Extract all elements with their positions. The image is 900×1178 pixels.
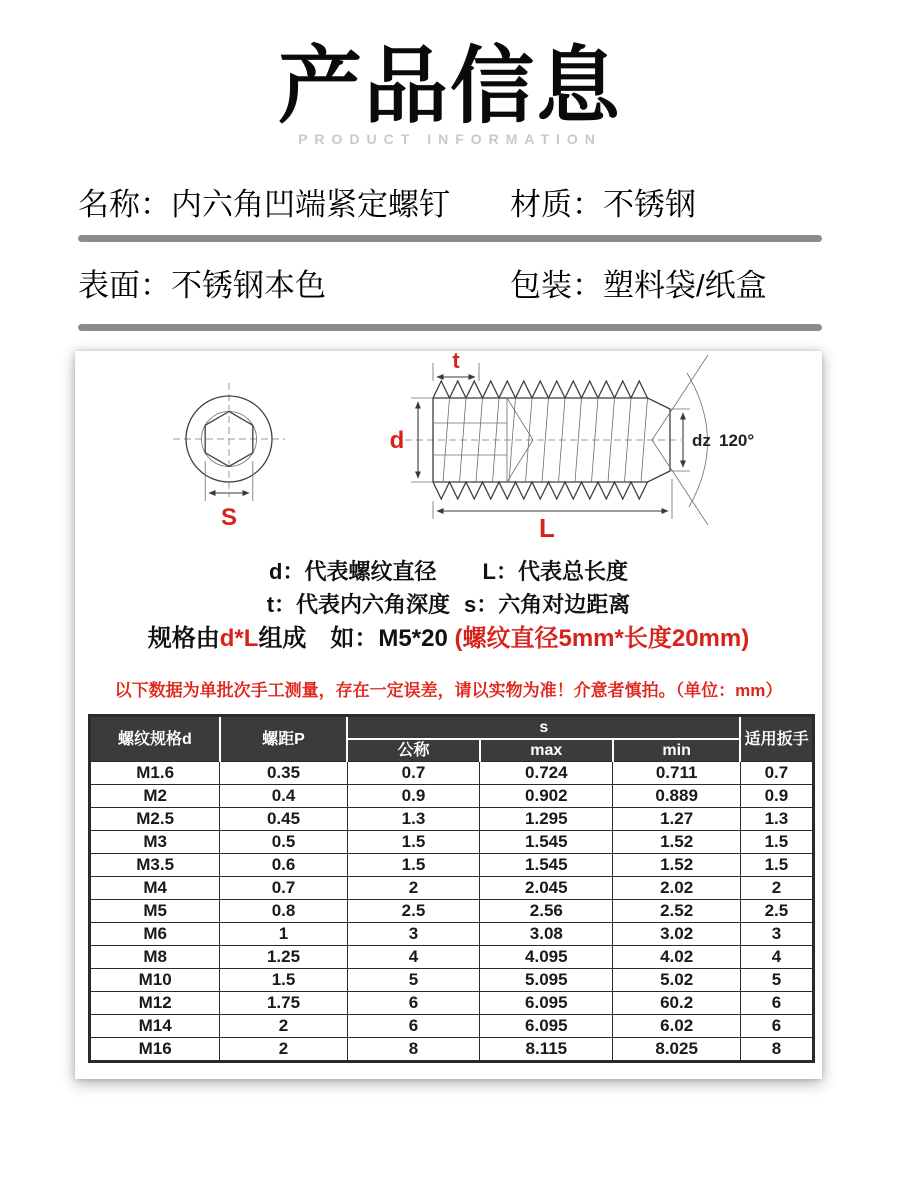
table-cell: 0.35	[220, 762, 347, 785]
legend-line-1	[75, 555, 822, 588]
table-cell: 0.9	[740, 785, 813, 808]
table-row	[90, 1038, 814, 1062]
table-cell: 6	[740, 992, 813, 1015]
dim-label-L: L	[539, 513, 555, 543]
table-cell: 2.5	[740, 900, 813, 923]
table-body	[90, 762, 814, 1062]
format-red-dl: d*L	[219, 625, 259, 652]
table-cell: 6.095	[480, 992, 613, 1015]
table-cell: M4	[90, 877, 220, 900]
table-cell: 3	[740, 923, 813, 946]
table-cell: M10	[90, 969, 220, 992]
table-cell: 1.52	[613, 854, 740, 877]
col-header-s-group: s	[347, 716, 740, 740]
table-cell: M12	[90, 992, 220, 1015]
table-cell: 3.08	[480, 923, 613, 946]
table-cell: 3	[347, 923, 479, 946]
dim-label-t: t	[452, 351, 460, 373]
legend-L: L：代表总长度	[482, 559, 628, 584]
table-cell: 1.295	[480, 808, 613, 831]
dim-label-d: d	[389, 427, 405, 454]
table-row	[90, 969, 814, 992]
table-cell: 5.02	[613, 969, 740, 992]
format-mid: 组成 如：M5*20	[258, 625, 455, 652]
table-cell: 2.02	[613, 877, 740, 900]
table-cell: 0.4	[220, 785, 347, 808]
table-cell: 0.7	[220, 877, 347, 900]
table-cell: M3.5	[90, 854, 220, 877]
table-cell: 0.45	[220, 808, 347, 831]
table-cell: 6.02	[613, 1015, 740, 1038]
col-header-s-max: max	[480, 739, 613, 762]
table-cell: 1.3	[347, 808, 479, 831]
table-cell: 8	[347, 1038, 479, 1062]
table-cell: 2	[220, 1038, 347, 1062]
table-cell: 1.52	[613, 831, 740, 854]
table-cell: 0.889	[613, 785, 740, 808]
table-cell: 5.095	[480, 969, 613, 992]
table-cell: 6	[347, 1015, 479, 1038]
table-cell: 1.5	[347, 831, 479, 854]
spec-surface: 表面：不锈钢本色	[78, 268, 326, 303]
table-cell: 1.5	[220, 969, 347, 992]
table-cell: 2.5	[347, 900, 479, 923]
spec-row-surface-packaging	[78, 264, 822, 308]
table-row	[90, 785, 814, 808]
table-cell: 1.27	[613, 808, 740, 831]
table-cell: 0.5	[220, 831, 347, 854]
legend-line-2	[75, 588, 822, 621]
dim-label-angle: 120°	[719, 431, 755, 450]
table-cell: M14	[90, 1015, 220, 1038]
page-header	[0, 39, 900, 147]
dimension-legend	[75, 555, 822, 656]
side-view	[390, 351, 755, 543]
col-header-pitch: 螺距P	[220, 716, 347, 762]
table-row	[90, 1015, 814, 1038]
screw-technical-drawing	[75, 351, 822, 551]
col-header-thread-spec: 螺纹规格d	[90, 716, 220, 762]
table-cell: 2	[347, 877, 479, 900]
legend-s: s：六角对边距离	[464, 592, 631, 617]
table-cell: 0.711	[613, 762, 740, 785]
table-cell: 6	[347, 992, 479, 1015]
table-cell: M2.5	[90, 808, 220, 831]
table-cell: 2.045	[480, 877, 613, 900]
table-cell: M2	[90, 785, 220, 808]
table-cell: M5	[90, 900, 220, 923]
divider-bar	[78, 324, 822, 331]
col-header-s-nominal: 公称	[347, 739, 479, 762]
table-cell: 60.2	[613, 992, 740, 1015]
size-spec-table	[88, 714, 815, 1063]
page-subtitle: PRODUCT INFORMATION	[298, 131, 602, 147]
table-cell: 1.545	[480, 831, 613, 854]
table-row	[90, 854, 814, 877]
table-row	[90, 992, 814, 1015]
table-cell: 2.56	[480, 900, 613, 923]
table-cell: 2	[740, 877, 813, 900]
table-cell: 2.52	[613, 900, 740, 923]
spec-summary	[78, 183, 822, 331]
table-row	[90, 831, 814, 854]
table-cell: 0.724	[480, 762, 613, 785]
table-cell: 1.25	[220, 946, 347, 969]
dim-label-s: S	[220, 504, 238, 531]
table-cell: 6.095	[480, 1015, 613, 1038]
table-cell: 1.3	[740, 808, 813, 831]
table-cell: 1.5	[740, 831, 813, 854]
spec-material: 材质：不锈钢	[510, 187, 696, 222]
table-cell: 8.025	[613, 1038, 740, 1062]
legend-t: t：代表内六角深度	[266, 592, 451, 617]
table-cell: 4	[347, 946, 479, 969]
page-title: 产品信息	[277, 39, 622, 133]
col-header-s-min: min	[613, 739, 740, 762]
table-cell: M8	[90, 946, 220, 969]
table-cell: 0.902	[480, 785, 613, 808]
table-cell: 1.545	[480, 854, 613, 877]
table-cell: 3.02	[613, 923, 740, 946]
table-cell: 2	[220, 1015, 347, 1038]
table-row	[90, 923, 814, 946]
format-red-example: (螺纹直径5mm*长度20mm)	[454, 625, 750, 652]
measurement-note: 以下数据为单批次手工测量，存在一定误差，请以实物为准！介意者慎拍。（单位：mm）	[114, 681, 783, 700]
table-cell: 0.7	[740, 762, 813, 785]
table-cell: 4	[740, 946, 813, 969]
table-cell: 1	[220, 923, 347, 946]
table-row	[90, 900, 814, 923]
table-cell: 6	[740, 1015, 813, 1038]
table-cell: 4.095	[480, 946, 613, 969]
dimension-card	[75, 351, 822, 1079]
table-cell: M6	[90, 923, 220, 946]
table-cell: M3	[90, 831, 220, 854]
dim-label-dz: dz	[692, 431, 711, 450]
divider-bar	[78, 235, 822, 242]
spec-name: 名称：内六角凹端紧定螺钉	[78, 187, 450, 222]
spec-row-name-material	[78, 183, 822, 227]
table-cell: 0.6	[220, 854, 347, 877]
table-row	[90, 808, 814, 831]
legend-d: d：代表螺纹直径	[269, 559, 437, 584]
legend-line-3	[75, 621, 822, 656]
table-cell: 4.02	[613, 946, 740, 969]
table-cell: M16	[90, 1038, 220, 1062]
table-header	[90, 716, 814, 762]
table-cell: 5	[740, 969, 813, 992]
table-cell: 1.5	[347, 854, 479, 877]
table-row	[90, 762, 814, 785]
table-cell: 1.75	[220, 992, 347, 1015]
col-header-wrench: 适用扳手	[740, 716, 813, 762]
table-cell: 0.9	[347, 785, 479, 808]
end-view	[173, 383, 285, 531]
table-cell: 0.8	[220, 900, 347, 923]
table-cell: M1.6	[90, 762, 220, 785]
table-cell: 5	[347, 969, 479, 992]
table-cell: 8.115	[480, 1038, 613, 1062]
table-row	[90, 946, 814, 969]
table-cell: 1.5	[740, 854, 813, 877]
table-row	[90, 877, 814, 900]
table-cell: 8	[740, 1038, 813, 1062]
product-info-page	[0, 39, 900, 1079]
table-cell: 0.7	[347, 762, 479, 785]
spec-packaging: 包装：塑料袋/纸盒	[510, 268, 767, 303]
format-prefix: 规格由	[147, 625, 220, 652]
